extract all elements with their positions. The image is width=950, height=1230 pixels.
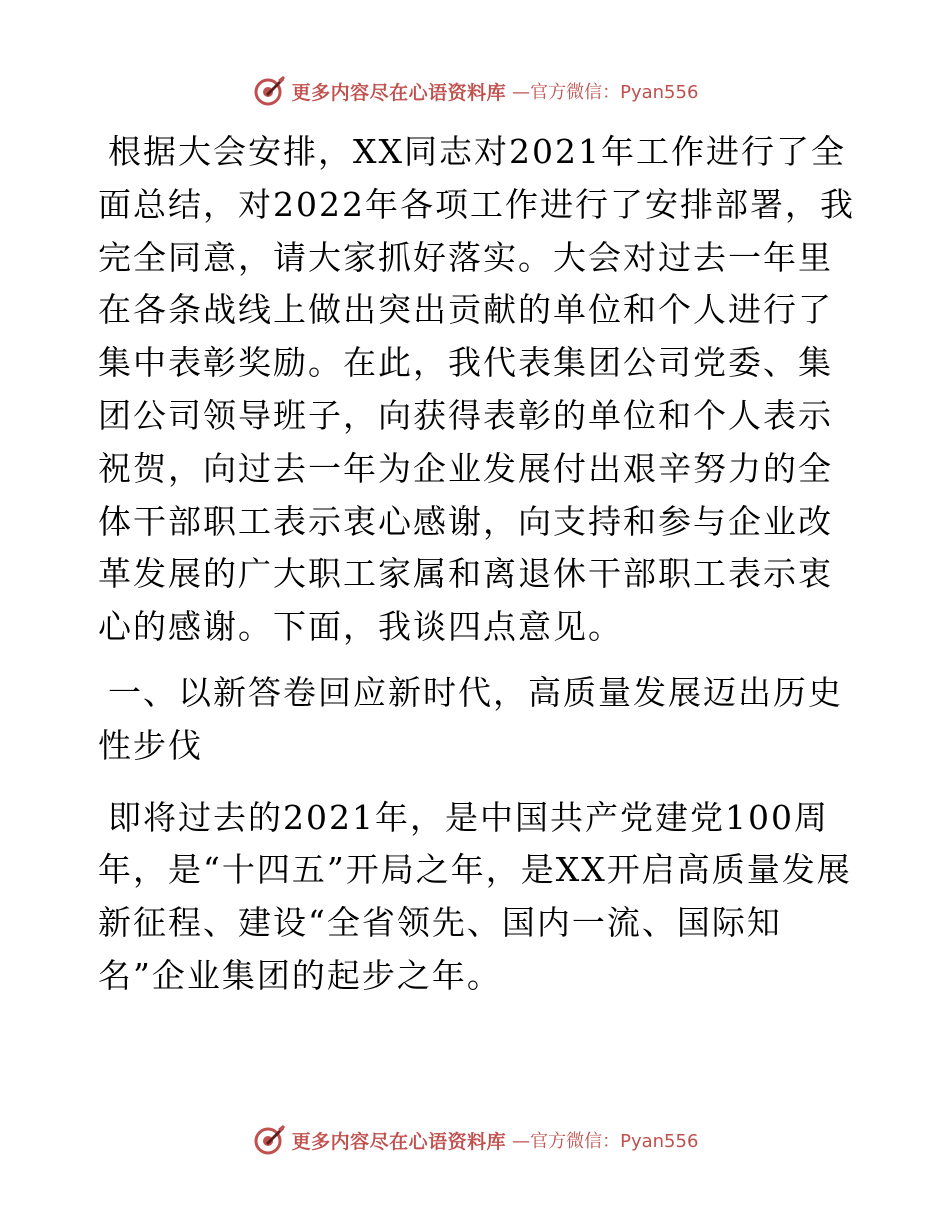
paragraph-spacer [98, 773, 858, 792]
footer-banner [0, 1120, 950, 1160]
footer-banner-text: 更多内容尽在心语资料库 [291, 1130, 507, 1153]
header-banner-text: 更多内容尽在心语资料库 [291, 81, 507, 104]
paragraph-spacer [98, 654, 858, 667]
paragraph-section-1: 即将过去的2021年，是中国共产党建党100周年，是“十四五”开局之年，是XX开启高质量发展新征程、建设“全省领先、国内一流、国际知名”企业集团的起步之年。 [98, 797, 852, 995]
quill-circle-logo-icon [252, 74, 286, 108]
header-banner-wechat: —官方微信：Pyan556 [512, 82, 699, 103]
section-heading-1: 一、以新答卷回应新时代，高质量发展迈出历史性步伐 [98, 672, 843, 765]
document-body [98, 126, 858, 1003]
quill-circle-logo-icon [252, 1123, 286, 1157]
header-banner [0, 71, 950, 111]
paragraph-intro: 根据大会安排，XX同志对2021年工作进行了全面总结，对2022年各项工作进行了安排部署，我完全同意，请大家抓好落实。大会对过去一年里在各条战线上做出突出贡献的单位和个人进行了集中表彰奖励。在此，我代表集团公司党委、集团公司领导班子，向获得表彰的单位和个人表示祝贺，向过去一年为企业发展付出艰辛努力的全体干部职工表示衷心感谢，向支持和参与企业改革发展的广大职工家属和离退休干部职工表示衷心的感谢。下面，我谈四点意见。 [98, 132, 855, 647]
footer-banner-wechat: —官方微信：Pyan556 [512, 1131, 699, 1152]
